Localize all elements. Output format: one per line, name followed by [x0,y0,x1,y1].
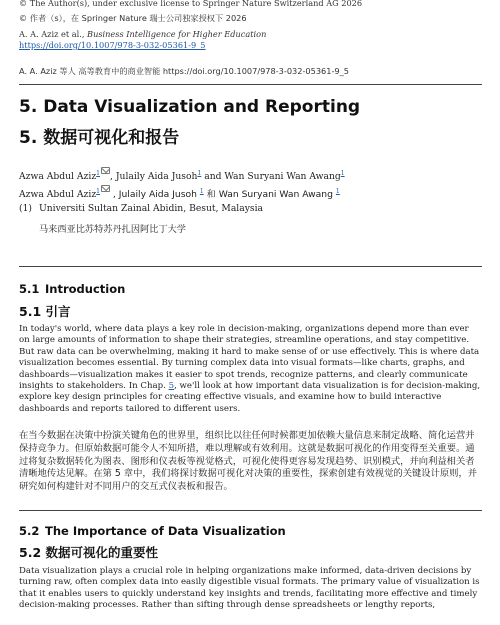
section-number: 5.1 [19,282,40,296]
section-heading-zh: 5.1 引言 [19,304,71,319]
affiliation-en [19,203,263,214]
citation-authors: A. A. Aziz et al., [19,29,88,39]
affiliation-sup[interactable]: 1 [335,187,340,195]
header-divider [19,84,482,85]
section-title: Introduction [45,282,126,296]
author-name: Azwa Abdul Aziz [19,189,97,200]
affiliation-zh: 马来西亚比苏特苏丹扎因阿比丁大学 [39,224,186,235]
citation-book-title: Business Intelligence for Higher Education [87,29,267,39]
affiliation-sup[interactable]: 1 [96,187,100,195]
paragraph-en: Data visualization plays a crucial role in helping organizations make informed, data-driven decisions by turning raw, often complex data into easily digestible visual formats. The primary value of visualization is that it enables users to quickly understand key insights and trends, facilitating more effective and timely decision-making processes. Rather than sifting through dense spreadsheets or lengthy reports, [19,566,480,611]
author-name: Azwa Abdul Aziz [19,171,97,182]
affiliation-sup[interactable]: 1 [340,169,345,177]
authors-en [19,167,345,182]
section-divider [19,510,482,511]
email-icon[interactable] [101,167,110,174]
copyright-zh-text: © 作者（s），在 Springer Nature 瑞士公司独家授权下 2026 [19,13,247,23]
affiliation-sup[interactable]: 1 [197,169,202,177]
authors-zh [19,185,340,200]
citation-zh [19,66,349,77]
paragraph-zh: 在当今数据在决策中扮演关键角色的世界里，组织比以往任何时候都更加依赖大量信息来制定战略、简化运营并保持竞争力。但原始数据可能令人不知所措，难以理解或有效利用。这就是数据可视化的作用变得至关重要。通过将复杂数据转化为图表、图形和仪表板等视觉格式，可视化使得更容易发现趋势、识别模式，并向利益相关者清晰地传达见解。在第 5 章中，我们将探讨数据可视化对决策的重要性，探索创建有效视觉的关键设计原则，并研究如何构建针对不同用户的交互式仪表板和报告。 [19,430,478,493]
section-heading-en [19,524,286,538]
affiliation-sup[interactable]: 1 [96,169,100,177]
section-heading-zh: 5.2 数据可视化的重要性 [19,545,158,560]
copyright-zh [19,13,247,24]
author-separator: , Julaily Aida Jusoh [110,189,200,200]
author-separator: and Wan Suryani Wan Awang [201,171,341,182]
paragraph-text: , we'll look at how important data visualization is for decision-making, explore key design principles for creating effective visuals, and examine how to build interactive dashboards and reports tailored to different users. [19,381,481,414]
section-heading-en [19,282,125,296]
citation-zh-text: A. A. Aziz 等人 高等教育中的商业智能 https://doi.org/10.1007/978-3-032-05361-9_5 [19,66,349,76]
chapter-reference-link[interactable]: 5 [168,381,175,392]
paragraph-text: In today's world, where data plays a key role in decision-making, organizations depend more than ever on large amounts of information to shape their strategies, streamline operations, and stay competitive. But raw data can be overwhelming, making it hard to make sense of or use effectively. This is where data visualization becomes essential. By turning complex data into visual formats—like charts, graphs, and dashboards—visualization makes it easier to spot trends, recognize patterns, and clearly communicate insights to stakeholders. In Chap. [19,324,480,392]
affiliation-sup[interactable]: 1 [199,187,204,195]
email-icon[interactable] [101,185,110,192]
doi-link[interactable]: https://doi.org/10.1007/978-3-032-05361-9_5 [19,40,206,50]
paragraph-en [19,324,482,415]
chapter-title-en: 5. Data Visualization and Reporting [19,97,361,117]
section-divider [19,266,482,267]
copyright-en: © The Author(s), under exclusive license to Springer Nature Switzerland AG 2026 [19,0,363,8]
affiliation-number: (1) [19,203,33,214]
chapter-title-zh: 5. 数据可视化和报告 [19,128,180,148]
author-separator: 和 Wan Suryani Wan Awang [203,189,336,200]
author-separator: , Julaily Aida Jusoh [110,171,198,182]
section-number: 5.2 [19,524,40,538]
affiliation-name: Universiti Sultan Zainal Abidin, Besut, Malaysia [39,203,264,214]
doi-line [19,40,206,51]
section-title: The Importance of Data Visualization [45,524,286,538]
citation-en [19,29,266,40]
